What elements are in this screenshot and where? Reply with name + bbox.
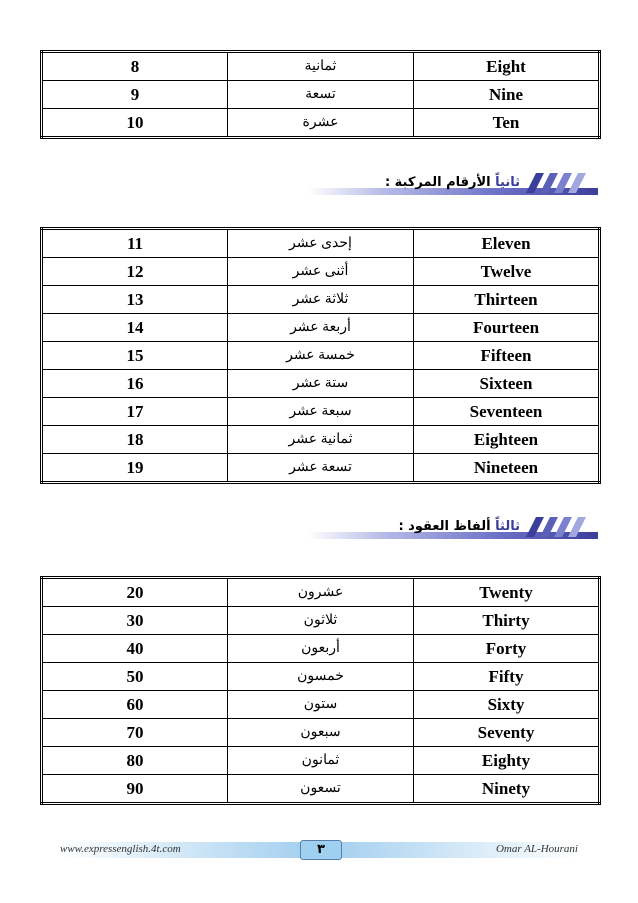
number-cell: 9 xyxy=(42,81,228,109)
heading-ordinal: ثانياً xyxy=(495,175,520,190)
section-heading-tens xyxy=(298,515,598,541)
number-cell: 50 xyxy=(42,663,228,691)
section-heading-compound-numbers xyxy=(298,171,598,197)
english-cell: Nineteen xyxy=(414,454,600,483)
english-cell: Ninety xyxy=(414,775,600,804)
heading-title: الأرقام المركبة : xyxy=(384,175,496,190)
table-row xyxy=(42,370,600,398)
english-cell: Seventy xyxy=(414,719,600,747)
table-row xyxy=(42,342,600,370)
number-cell: 14 xyxy=(42,314,228,342)
table-row xyxy=(42,229,600,258)
arabic-cell: ستة عشر xyxy=(228,370,414,398)
table-body xyxy=(42,52,600,138)
heading-title: ألفاظ العقود : xyxy=(398,519,496,534)
english-cell: Twenty xyxy=(414,578,600,607)
number-cell: 16 xyxy=(42,370,228,398)
numbers-table-tens xyxy=(40,576,601,805)
number-cell: 18 xyxy=(42,426,228,454)
arabic-cell: تسعة xyxy=(228,81,414,109)
english-cell: Sixty xyxy=(414,691,600,719)
arabic-cell: سبعون xyxy=(228,719,414,747)
website-link[interactable]: www.expressenglish.4t.com xyxy=(60,843,181,855)
english-cell: Nine xyxy=(414,81,600,109)
number-cell: 70 xyxy=(42,719,228,747)
number-cell: 40 xyxy=(42,635,228,663)
english-cell: Ten xyxy=(414,109,600,138)
arabic-cell: أربعة عشر xyxy=(228,314,414,342)
table-row xyxy=(42,286,600,314)
numbers-table-compound xyxy=(40,227,601,484)
arabic-cell: خمسة عشر xyxy=(228,342,414,370)
english-cell: Fifty xyxy=(414,663,600,691)
table-row xyxy=(42,109,600,138)
number-cell: 19 xyxy=(42,454,228,483)
numbers-table-basic xyxy=(40,50,601,139)
table-body xyxy=(42,578,600,804)
english-cell: Fifteen xyxy=(414,342,600,370)
table-row xyxy=(42,635,600,663)
number-cell: 12 xyxy=(42,258,228,286)
english-cell: Fourteen xyxy=(414,314,600,342)
number-cell: 80 xyxy=(42,747,228,775)
number-cell: 8 xyxy=(42,52,228,81)
number-cell: 30 xyxy=(42,607,228,635)
author-name: Omar AL-Hourani xyxy=(495,843,578,855)
table-row xyxy=(42,719,600,747)
page-footer xyxy=(60,842,578,858)
english-cell: Thirty xyxy=(414,607,600,635)
number-cell: 20 xyxy=(42,578,228,607)
english-cell: Eight xyxy=(414,52,600,81)
table-row xyxy=(42,747,600,775)
table-row xyxy=(42,314,600,342)
english-cell: Seventeen xyxy=(414,398,600,426)
table-row xyxy=(42,691,600,719)
table-body xyxy=(42,229,600,483)
number-cell: 17 xyxy=(42,398,228,426)
table-row xyxy=(42,578,600,607)
arabic-cell: عشرة xyxy=(228,109,414,138)
table-row xyxy=(42,426,600,454)
arabic-cell: ثمانية xyxy=(228,52,414,81)
arabic-cell: عشرون xyxy=(228,578,414,607)
english-cell: Eleven xyxy=(414,229,600,258)
arabic-cell: أربعون xyxy=(228,635,414,663)
arabic-cell: ثلاثون xyxy=(228,607,414,635)
diagonal-stripes-icon xyxy=(526,173,590,193)
table-row xyxy=(42,258,600,286)
table-row xyxy=(42,398,600,426)
english-cell: Thirteen xyxy=(414,286,600,314)
english-cell: Sixteen xyxy=(414,370,600,398)
number-cell: 60 xyxy=(42,691,228,719)
arabic-cell: ثلاثة عشر xyxy=(228,286,414,314)
arabic-cell: ثمانون xyxy=(228,747,414,775)
arabic-cell: إحدى عشر xyxy=(228,229,414,258)
english-cell: Eighteen xyxy=(414,426,600,454)
arabic-cell: سبعة عشر xyxy=(228,398,414,426)
english-cell: Eighty xyxy=(414,747,600,775)
number-cell: 13 xyxy=(42,286,228,314)
arabic-cell: تسعون xyxy=(228,775,414,804)
english-cell: Forty xyxy=(414,635,600,663)
table-row xyxy=(42,454,600,483)
heading-text xyxy=(385,175,520,190)
number-cell: 15 xyxy=(42,342,228,370)
arabic-cell: أثنى عشر xyxy=(228,258,414,286)
arabic-cell: ثمانية عشر xyxy=(228,426,414,454)
heading-text xyxy=(398,519,520,534)
number-cell: 90 xyxy=(42,775,228,804)
table-row xyxy=(42,81,600,109)
table-row xyxy=(42,775,600,804)
english-cell: Twelve xyxy=(414,258,600,286)
arabic-cell: ستون xyxy=(228,691,414,719)
page-number-badge: ٣ xyxy=(300,840,342,860)
table-row xyxy=(42,607,600,635)
arabic-cell: خمسون xyxy=(228,663,414,691)
heading-ordinal: ثالثاً xyxy=(495,519,520,534)
number-cell: 10 xyxy=(42,109,228,138)
table-row xyxy=(42,52,600,81)
diagonal-stripes-icon xyxy=(526,517,590,537)
arabic-cell: تسعة عشر xyxy=(228,454,414,483)
table-row xyxy=(42,663,600,691)
number-cell: 11 xyxy=(42,229,228,258)
